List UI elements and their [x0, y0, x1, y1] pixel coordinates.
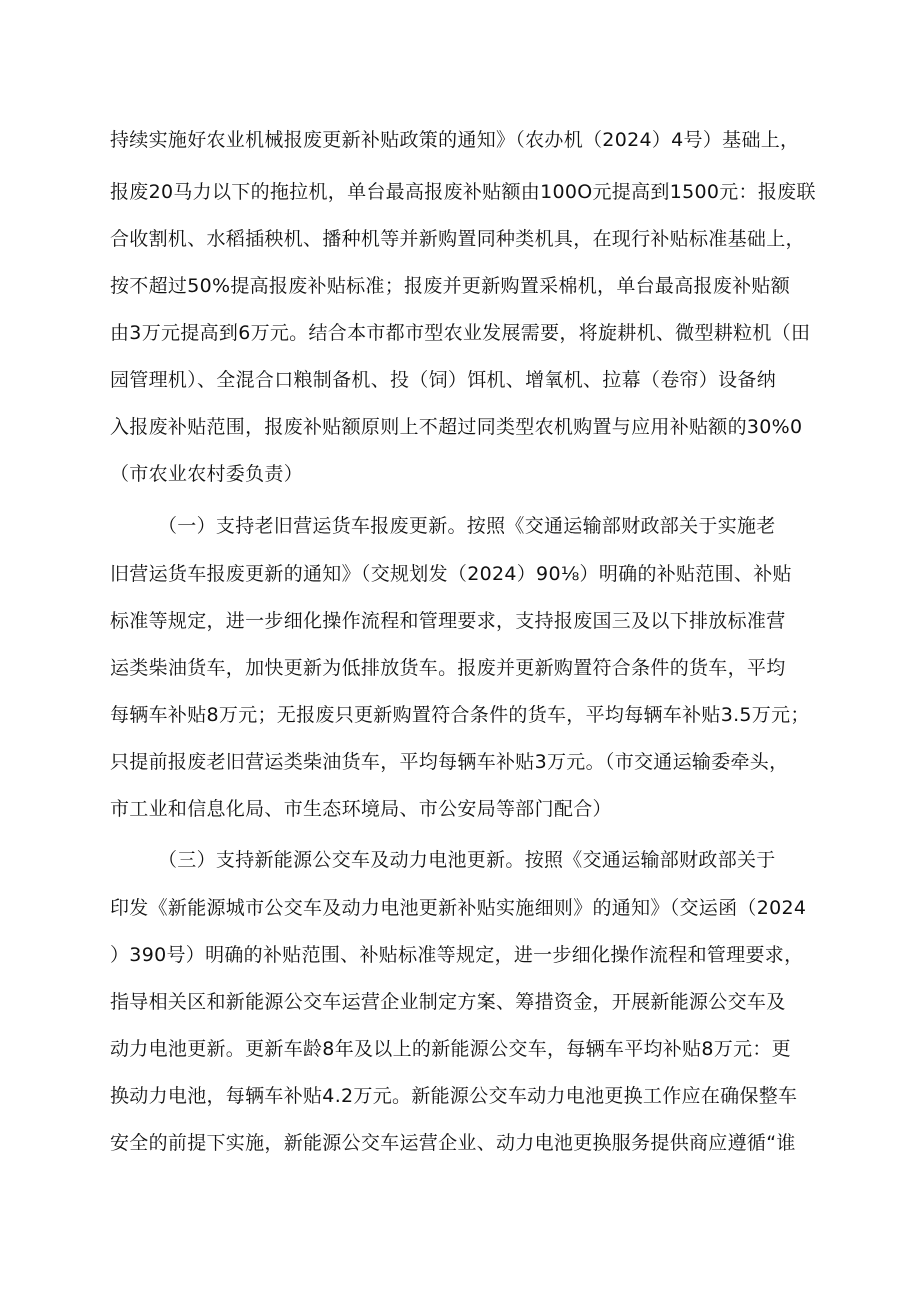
text-line: 市工业和信息化局、市生态环境局、市公安局等部门配合） [110, 798, 612, 820]
text-line: 标准等规定，进一步细化操作流程和管理要求，支持报废国三及以下排放标准营 [110, 610, 786, 632]
text-line: 报废20马力以下的拖拉机，单台最高报废补贴额由100O元提高到1500元：报废联 [110, 181, 816, 203]
text-line: （市农业农村委负责） [110, 463, 304, 485]
text-line: 由3万元提高到6万元。结合本市都市型农业发展需要，将旋耕机、微型耕粒机（田 [110, 322, 811, 344]
text-line: 旧营运货车报废更新的通知》（交规划发（2024）90⅛）明确的补贴范围、补贴 [110, 563, 792, 585]
text-line: 印发《新能源城市公交车及动力电池更新补贴实施细则》的通知》（交运函（2024 [110, 897, 807, 919]
text-line: 动力电池更新。更新车龄8年及以上的新能源公交车，每辆车平均补贴8万元：更 [110, 1038, 791, 1060]
text-line: 入报废补贴范围，报废补贴额原则上不超过同类型农机购置与应用补贴额的30%0 [110, 416, 803, 438]
text-line: 每辆车补贴8万元；无报废只更新购置符合条件的货车，平均每辆车补贴3.5万元； [110, 704, 810, 726]
text-line: ）390号）明确的补贴范围、补贴标准等规定，进一步细化操作流程和管理要求， [110, 944, 804, 966]
text-line: （一）支持老旧营运货车报废更新。按照《交通运输部财政部关于实施老 [158, 515, 776, 537]
text-line: 持续实施好农业机械报废更新补贴政策的通知》（农办机（2024）4号）基础上， [110, 129, 800, 151]
text-line: 园管理机）、全混合口粮制备机、投（饲）饵机、增氧机、拉幕（卷帘）设备纳 [110, 369, 777, 391]
text-line: 合收割机、水稻插秧机、播种机等并新购置同种类机具，在现行补贴标准基础上， [110, 228, 805, 250]
text-line: 按不超过50%提高报废补贴标准；报废并更新购置采棉机，单台最高报废补贴额 [110, 275, 791, 297]
text-line: 运类柴油货车，加快更新为低排放货车。报废并更新购置符合条件的货车，平均 [110, 657, 786, 679]
text-line: 只提前报废老旧营运类柴油货车，平均每辆车补贴3万元。（市交通运输委牵头， [110, 751, 789, 773]
text-line: 指导相关区和新能源公交车运营企业制定方案、筹措资金，开展新能源公交车及 [110, 991, 786, 1013]
text-line: 安全的前提下实施，新能源公交车运营企业、动力电池更换服务提供商应遵循“谁 [110, 1132, 796, 1154]
text-line: （三）支持新能源公交车及动力电池更新。按照《交通运输部财政部关于 [158, 849, 776, 871]
text-line: 换动力电池，每辆车补贴4.2万元。新能源公交车动力电池更换工作应在确保整车 [110, 1085, 798, 1107]
